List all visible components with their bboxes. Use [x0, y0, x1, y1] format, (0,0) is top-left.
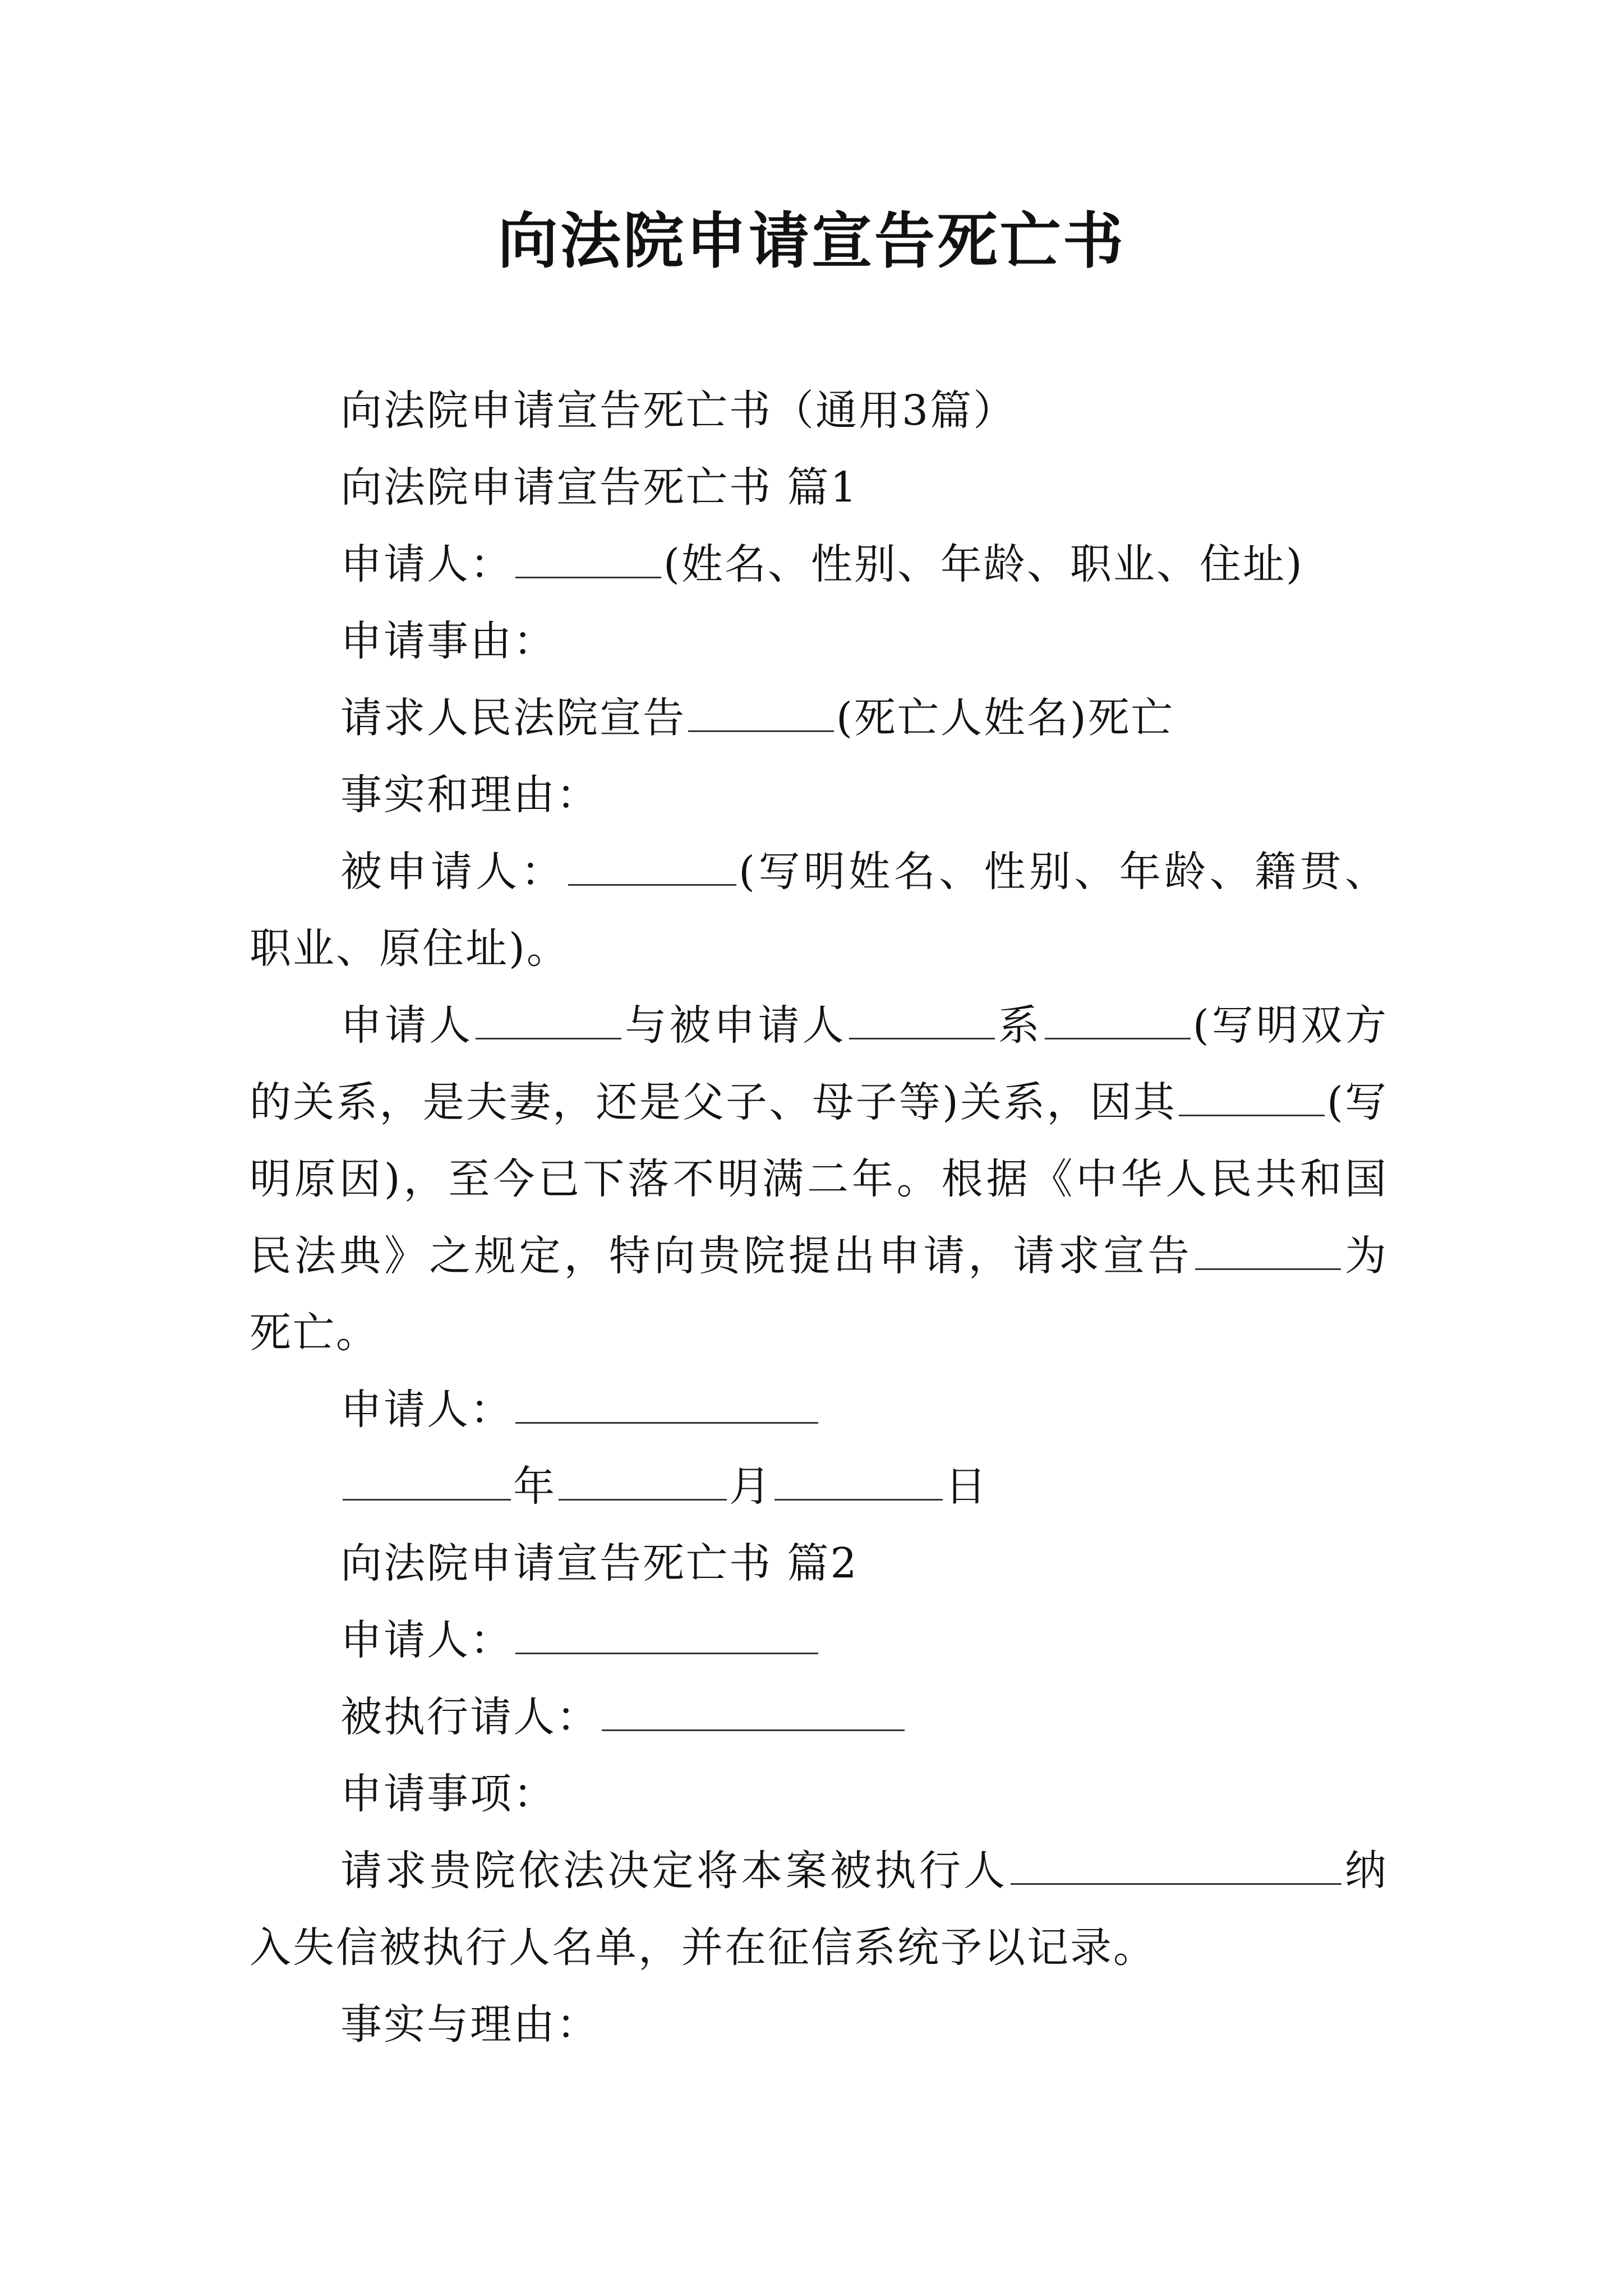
- part2-items-label: 申请事项：: [340, 1770, 556, 1818]
- deceased-name-blank: [688, 689, 834, 732]
- rel-text-3: 系: [997, 1001, 1043, 1050]
- part1-date-line: [250, 1448, 1388, 1525]
- part1-request-line: [250, 680, 1388, 757]
- request-prefix: 请求人民法院宣告: [340, 694, 686, 742]
- part2-applicant-blank: [515, 1611, 818, 1654]
- part2-applicant-line: [250, 1602, 1388, 1679]
- rel-text-5: (写明原因)，至今已下落不明满二年。根据《中华人民共和国民法典》之规定，特向贵院提出申请，请求宣告: [250, 1078, 1388, 1280]
- document-title: 向法院申请宣告死亡书: [497, 206, 1126, 277]
- part1-respondent-paragraph: [250, 834, 1388, 987]
- signature-label: 申请人：: [340, 1386, 513, 1434]
- applicant-label: 申请人：: [340, 540, 513, 588]
- intro-heading: 向法院申请宣告死亡书（通用3篇）: [340, 386, 1017, 435]
- applicant-note: (姓名、性别、年龄、职业、住址): [663, 540, 1304, 588]
- part1-facts-label: 事实和理由：: [340, 771, 600, 819]
- cause-blank: [1179, 1073, 1325, 1116]
- respondent-name-blank: [849, 996, 995, 1039]
- part2-heading: 向法院申请宣告死亡书 篇2: [340, 1539, 859, 1588]
- document-body: [250, 372, 1388, 2063]
- respondent-blank: [568, 843, 736, 886]
- part2-request-prefix: 请求贵院依法决定将本案被执行人: [340, 1847, 1008, 1895]
- month-blank: [559, 1457, 727, 1501]
- part1-signature-line: [250, 1372, 1388, 1448]
- request-suffix: (死亡人姓名)死亡: [836, 694, 1174, 742]
- rel-text-1: 申请人: [340, 1001, 474, 1050]
- part2-executee-name-blank: [1011, 1842, 1341, 1885]
- rel-text-6: 为死亡。: [250, 1232, 1388, 1357]
- part1-applicant-line: [250, 526, 1388, 603]
- rel-text-2: 与被申请人: [624, 1001, 847, 1050]
- day-label: 日: [945, 1462, 988, 1511]
- part2-executee-line: [250, 1679, 1388, 1756]
- respondent-label: 被申请人：: [340, 848, 566, 896]
- respondent-note: (写明姓名、性别、年龄、籍贯、职业、原住址)。: [250, 848, 1388, 973]
- part2-executee-blank: [602, 1688, 905, 1731]
- part1-heading: 向法院申请宣告死亡书 篇1: [340, 463, 859, 512]
- year-blank: [343, 1457, 511, 1501]
- part2-applicant-label: 申请人：: [340, 1616, 513, 1664]
- part2-request-suffix: 纳入失信被执行人名单，并在征信系统予以记录。: [250, 1847, 1388, 1972]
- part1-reason-label: 申请事由：: [340, 617, 556, 665]
- part2-executee-label: 被执行请人：: [340, 1693, 600, 1741]
- part2-facts-label: 事实与理由：: [340, 2000, 600, 2049]
- day-blank: [774, 1457, 943, 1501]
- relationship-blank: [1045, 996, 1191, 1039]
- part1-relationship-paragraph: [250, 987, 1388, 1372]
- declare-name-blank: [1195, 1227, 1341, 1270]
- applicant-blank: [515, 535, 661, 578]
- applicant-name-blank: [476, 996, 621, 1039]
- rel-text-4: (写明双方的关系，是夫妻，还是父子、母子等)关系，因其: [250, 1001, 1389, 1126]
- month-label: 月: [729, 1462, 772, 1511]
- part2-request-paragraph: [250, 1833, 1388, 1986]
- year-label: 年: [513, 1462, 556, 1511]
- signature-blank: [515, 1381, 818, 1424]
